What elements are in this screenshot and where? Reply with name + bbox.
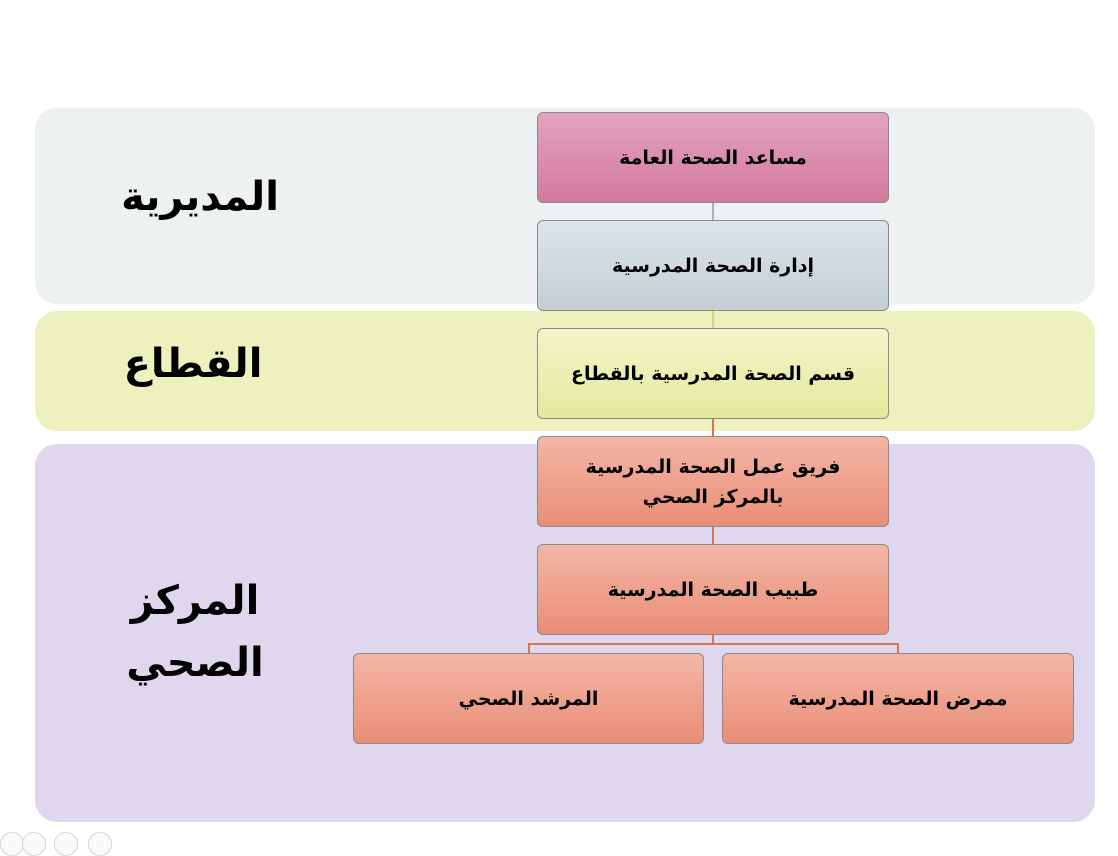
health-counselor-box <box>353 653 704 744</box>
connector-team-doctor <box>712 527 714 544</box>
health-center-label <box>110 570 280 694</box>
sector-school-health-section-text: قسم الصحة المدرسية بالقطاع <box>570 362 856 385</box>
sector-label: القطاع <box>123 341 263 387</box>
school-health-team-text-line1: فريق عمل الصحة المدرسية <box>585 455 841 478</box>
slide-nav-dot[interactable] <box>88 832 112 856</box>
school-health-nurse-text: ممرض الصحة المدرسية <box>788 687 1008 710</box>
school-health-doctor-text: طبيب الصحة المدرسية <box>607 578 819 601</box>
connector-section-team <box>712 419 714 436</box>
school-health-nurse-box <box>722 653 1074 744</box>
connector-admin-section <box>712 311 714 328</box>
connector-assistant-admin <box>712 203 714 220</box>
school-health-administration-text: إدارة الصحة المدرسية <box>612 254 815 277</box>
assistant-public-health-box <box>537 112 889 203</box>
connector-branch-nurse <box>897 643 899 653</box>
health-center-label-line1: المركز <box>130 578 260 624</box>
connector-branch-counselor <box>528 643 530 653</box>
slide-nav-dot[interactable] <box>0 832 24 856</box>
slide-nav-controls <box>0 832 120 844</box>
slide-nav-dot[interactable] <box>54 832 78 856</box>
slide-nav-dot[interactable] <box>22 832 46 856</box>
school-health-team-text-line2: بالمركز الصحي <box>642 485 784 508</box>
school-health-team-box <box>537 436 889 527</box>
school-health-doctor-box <box>537 544 889 635</box>
health-center-label-line2: الصحي <box>126 640 264 686</box>
assistant-public-health-text: مساعد الصحة العامة <box>619 146 807 169</box>
health-counselor-text: المرشد الصحي <box>458 687 599 710</box>
connector-branch-horizontal <box>528 643 899 645</box>
sector-school-health-section-box <box>537 328 889 419</box>
school-health-administration-box <box>537 220 889 311</box>
directorate-label: المديرية <box>121 174 279 220</box>
